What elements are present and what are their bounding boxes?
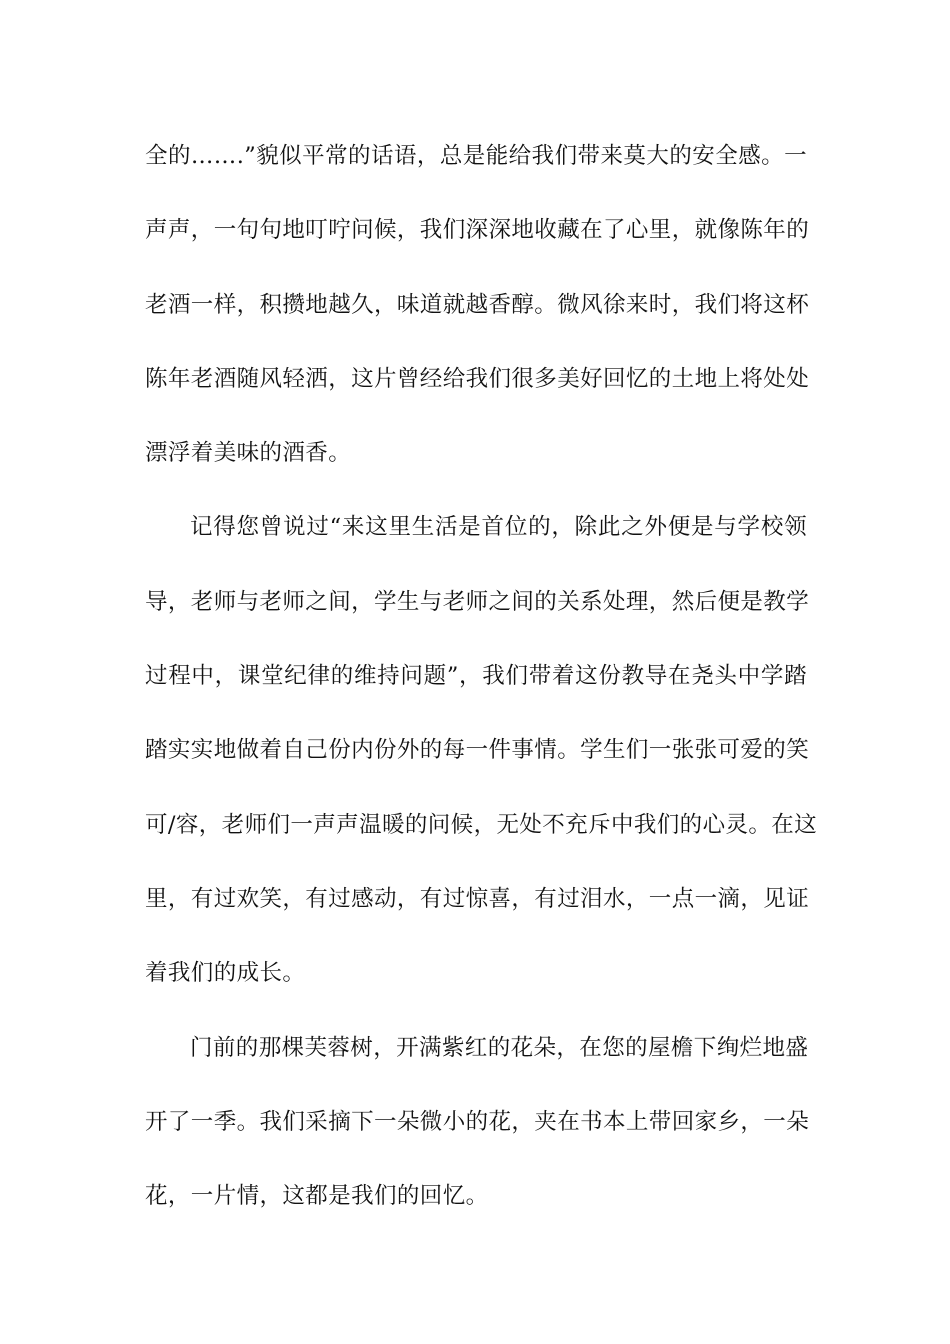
text-line: 全的…….”貌似平常的话语，总是能给我们带来莫大的安全感。一 [145,143,807,169]
text-line: 里，有过欢笑，有过感动，有过惊喜，有过泪水，一点一滴，见证 [145,885,810,912]
text-line: 踏实实地做着自己份内份外的每一件事情。学生们一张张可爱的笑 [145,737,810,764]
text-line: 着我们的成长。 [145,960,306,987]
text-line: 门前的那棵芙蓉树，开满紫红的花朵，在您的屋檐下绚烂地盛 [190,1034,809,1061]
text-line: 花，一片情，这都是我们的回忆。 [145,1183,489,1210]
text-line: 声声，一句句地叮咛问候，我们深深地收藏在了心里，就像陈年的 [145,217,810,244]
text-line: 老酒一样，积攒地越久，味道就越香醇。微风徐来时，我们将这杯 [145,291,810,318]
text-line: 漂浮着美味的酒香。 [145,440,352,467]
document-body [145,119,818,1233]
text-line: 记得您曾说过“来这里生活是首位的，除此之外便是与学校领 [190,514,807,541]
text-line: 开了一季。我们采摘下一朵微小的花，夹在书本上带回家乡，一朵 [145,1108,810,1135]
paragraph-2 [145,490,818,1010]
paragraph-1 [145,119,810,490]
paragraph-3 [145,1011,810,1234]
text-line: 导，老师与老师之间，学生与老师之间的关系处理，然后便是教学 [145,588,810,615]
text-line: 陈年老酒随风轻洒，这片曾经给我们很多美好回忆的土地上将处处 [145,365,810,392]
text-line: 过程中，课堂纪律的维持问题”，我们带着这份教导在尧头中学踏 [145,663,807,690]
text-line: 可/容，老师们一声声温暖的问候，无处不充斥中我们的心灵。在这 [145,811,818,838]
